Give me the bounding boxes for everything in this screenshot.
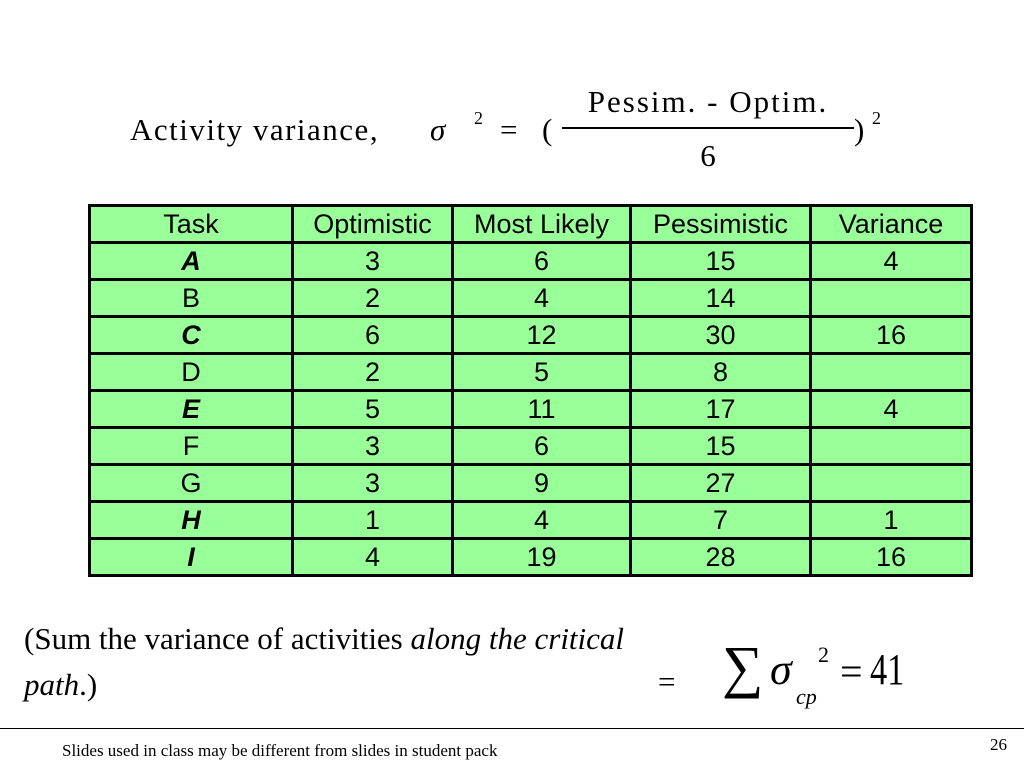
variance-cell xyxy=(811,354,972,391)
footer-divider xyxy=(0,728,1024,729)
formula-label: Activity variance, xyxy=(130,112,380,147)
sum-value: 41 xyxy=(870,645,905,694)
task-variance-table xyxy=(88,204,973,577)
optimistic-cell: 3 xyxy=(293,428,453,465)
variance-cell: 16 xyxy=(811,317,972,354)
sum-sigma-symbol: σ xyxy=(770,645,792,694)
sigma-subscript: cp xyxy=(796,684,817,709)
note-prefix: (Sum the variance of activities xyxy=(24,621,411,656)
header-task: Task xyxy=(90,206,293,243)
optimistic-cell: 2 xyxy=(293,354,453,391)
result-equals-sign: = xyxy=(658,664,676,699)
pessimistic-cell: 7 xyxy=(631,502,811,539)
table-row xyxy=(90,391,972,428)
pessimistic-cell: 27 xyxy=(631,465,811,502)
sum-equals-sign: = xyxy=(840,649,863,694)
task-cell: B xyxy=(90,280,293,317)
table-row xyxy=(90,465,972,502)
variance-formula xyxy=(130,84,910,184)
optimistic-cell: 3 xyxy=(293,243,453,280)
table-row xyxy=(90,502,972,539)
pessimistic-cell: 15 xyxy=(631,428,811,465)
pessimistic-cell: 17 xyxy=(631,391,811,428)
header-most-likely: Most Likely xyxy=(453,206,631,243)
variance-cell: 4 xyxy=(811,243,972,280)
most-likely-cell: 4 xyxy=(453,280,631,317)
table-row xyxy=(90,280,972,317)
header-variance: Variance xyxy=(811,206,972,243)
optimistic-cell: 2 xyxy=(293,280,453,317)
optimistic-cell: 4 xyxy=(293,539,453,576)
task-cell: C xyxy=(90,317,293,354)
note-suffix: .) xyxy=(79,667,98,702)
fraction-numerator: Pessim. - Optim. xyxy=(587,84,829,119)
variance-cell xyxy=(811,465,972,502)
header-optimistic: Optimistic xyxy=(293,206,453,243)
most-likely-cell: 4 xyxy=(453,502,631,539)
paren-exponent: 2 xyxy=(872,108,881,128)
fraction-denominator: 6 xyxy=(700,138,716,173)
most-likely-cell: 6 xyxy=(453,243,631,280)
optimistic-cell: 6 xyxy=(293,317,453,354)
note-emphasis: along the critical path xyxy=(24,621,625,702)
task-cell: G xyxy=(90,465,293,502)
optimistic-cell: 3 xyxy=(293,465,453,502)
most-likely-cell: 11 xyxy=(453,391,631,428)
sigma-exponent: 2 xyxy=(474,108,483,128)
most-likely-cell: 5 xyxy=(453,354,631,391)
critical-path-note xyxy=(24,616,684,708)
pessimistic-cell: 30 xyxy=(631,317,811,354)
pessimistic-cell: 28 xyxy=(631,539,811,576)
table-row xyxy=(90,243,972,280)
variance-cell: 16 xyxy=(811,539,972,576)
pessimistic-cell: 15 xyxy=(631,243,811,280)
table-row xyxy=(90,317,972,354)
variance-cell xyxy=(811,428,972,465)
sigma-superscript: 2 xyxy=(818,642,829,667)
header-pessimistic: Pessimistic xyxy=(631,206,811,243)
critical-path-variance-sum xyxy=(722,630,922,720)
table-header-row xyxy=(90,206,972,243)
table-row xyxy=(90,539,972,576)
table-row xyxy=(90,354,972,391)
task-cell: I xyxy=(90,539,293,576)
most-likely-cell: 9 xyxy=(453,465,631,502)
optimistic-cell: 5 xyxy=(293,391,453,428)
variance-cell: 1 xyxy=(811,502,972,539)
most-likely-cell: 6 xyxy=(453,428,631,465)
sigma-symbol: σ xyxy=(430,112,446,147)
footer-note: Slides used in class may be different from slides in student pack xyxy=(62,741,498,760)
variance-cell: 4 xyxy=(811,391,972,428)
task-cell: F xyxy=(90,428,293,465)
close-paren: ) xyxy=(854,112,865,147)
task-cell: E xyxy=(90,391,293,428)
task-cell: D xyxy=(90,354,293,391)
task-cell: A xyxy=(90,243,293,280)
variance-cell xyxy=(811,280,972,317)
equals-sign: = xyxy=(500,112,518,147)
most-likely-cell: 12 xyxy=(453,317,631,354)
pessimistic-cell: 14 xyxy=(631,280,811,317)
fraction-bar xyxy=(562,127,854,129)
summation-symbol: ∑ xyxy=(722,634,764,699)
most-likely-cell: 19 xyxy=(453,539,631,576)
task-cell: H xyxy=(90,502,293,539)
pessimistic-cell: 8 xyxy=(631,354,811,391)
open-paren: ( xyxy=(542,112,553,147)
table-row xyxy=(90,428,972,465)
page-number: 26 xyxy=(990,735,1007,754)
optimistic-cell: 1 xyxy=(293,502,453,539)
